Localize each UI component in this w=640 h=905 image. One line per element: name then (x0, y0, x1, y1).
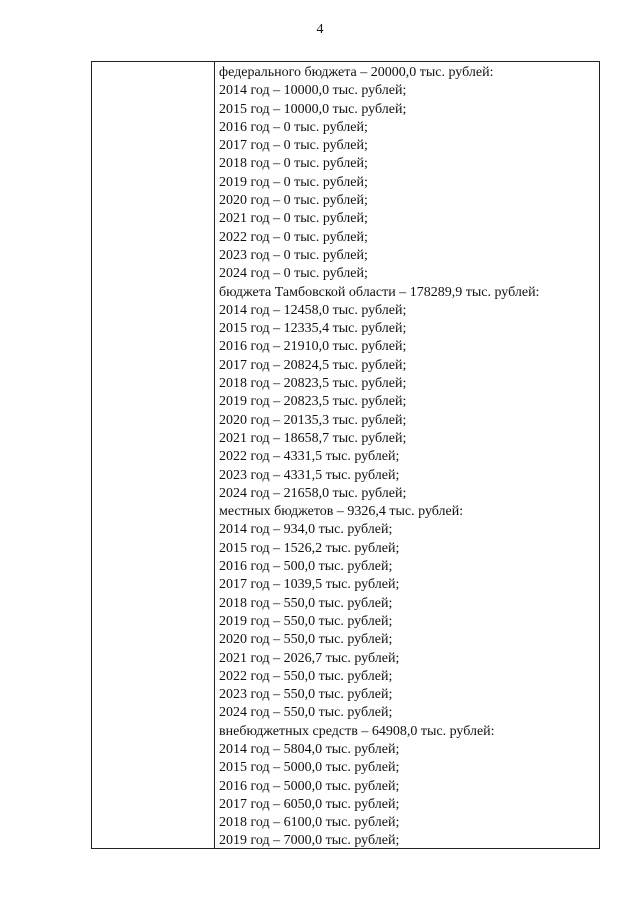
funding-line: 2023 год – 550,0 тыс. рублей; (219, 687, 393, 703)
funding-line: 2024 год – 21658,0 тыс. рублей; (219, 485, 407, 501)
funding-line: 2019 год – 0 тыс. рублей; (219, 174, 368, 190)
funding-line: 2016 год – 21910,0 тыс. рублей; (219, 339, 407, 355)
funding-line: 2015 год – 1526,2 тыс. рублей; (219, 540, 400, 556)
funding-line: 2017 год – 1039,5 тыс. рублей; (219, 577, 400, 593)
document-table (91, 61, 600, 849)
funding-line: 2019 год – 550,0 тыс. рублей; (219, 613, 393, 629)
funding-line: 2018 год – 6100,0 тыс. рублей; (219, 815, 400, 831)
funding-cell (219, 64, 595, 851)
funding-line: 2022 год – 4331,5 тыс. рублей; (219, 449, 400, 465)
funding-line: 2021 год – 18658,7 тыс. рублей; (219, 430, 407, 446)
page-number: 4 (316, 22, 324, 37)
funding-line: 2015 год – 5000,0 тыс. рублей; (219, 760, 400, 776)
funding-line: 2020 год – 20135,3 тыс. рублей; (219, 412, 407, 428)
funding-line: 2024 год – 0 тыс. рублей; (219, 266, 368, 282)
funding-line: 2016 год – 0 тыс. рублей; (219, 119, 368, 135)
funding-line: 2014 год – 12458,0 тыс. рублей; (219, 302, 407, 318)
funding-line: 2022 год – 550,0 тыс. рублей; (219, 668, 393, 684)
funding-line: местных бюджетов – 9326,4 тыс. рублей: (219, 504, 464, 520)
funding-line: бюджета Тамбовской области – 178289,9 тыс. рублей: (219, 284, 540, 300)
funding-line: 2015 год – 10000,0 тыс. рублей; (219, 101, 407, 117)
funding-line: 2014 год – 934,0 тыс. рублей; (219, 522, 393, 538)
funding-line: 2022 год – 0 тыс. рублей; (219, 229, 368, 245)
funding-line: 2023 год – 0 тыс. рублей; (219, 247, 368, 263)
funding-line: 2017 год – 20824,5 тыс. рублей; (219, 357, 407, 373)
funding-line: внебюджетных средств – 64908,0 тыс. рублей: (219, 723, 495, 739)
funding-line: 2020 год – 550,0 тыс. рублей; (219, 632, 393, 648)
funding-line: 2018 год – 550,0 тыс. рублей; (219, 595, 393, 611)
funding-line: 2014 год – 5804,0 тыс. рублей; (219, 741, 400, 757)
column-divider (214, 62, 215, 848)
funding-line: 2018 год – 20823,5 тыс. рублей; (219, 376, 407, 392)
funding-line: 2020 год – 0 тыс. рублей; (219, 193, 368, 209)
funding-line: 2021 год – 0 тыс. рублей; (219, 211, 368, 227)
funding-line: 2021 год – 2026,7 тыс. рублей; (219, 650, 400, 666)
funding-line: 2017 год – 6050,0 тыс. рублей; (219, 796, 400, 812)
funding-line: 2018 год – 0 тыс. рублей; (219, 156, 368, 172)
funding-line: 2016 год – 5000,0 тыс. рублей; (219, 778, 400, 794)
funding-line: 2019 год – 20823,5 тыс. рублей; (219, 394, 407, 410)
funding-line: федерального бюджета – 20000,0 тыс. рублей: (219, 65, 494, 80)
funding-line: 2019 год – 7000,0 тыс. рублей; (219, 833, 400, 849)
funding-line: 2016 год – 500,0 тыс. рублей; (219, 559, 393, 575)
funding-line: 2023 год – 4331,5 тыс. рублей; (219, 467, 400, 483)
funding-line: 2015 год – 12335,4 тыс. рублей; (219, 321, 407, 337)
funding-line: 2017 год – 0 тыс. рублей; (219, 138, 368, 154)
funding-line: 2014 год – 10000,0 тыс. рублей; (219, 83, 407, 99)
funding-line: 2024 год – 550,0 тыс. рублей; (219, 705, 393, 721)
